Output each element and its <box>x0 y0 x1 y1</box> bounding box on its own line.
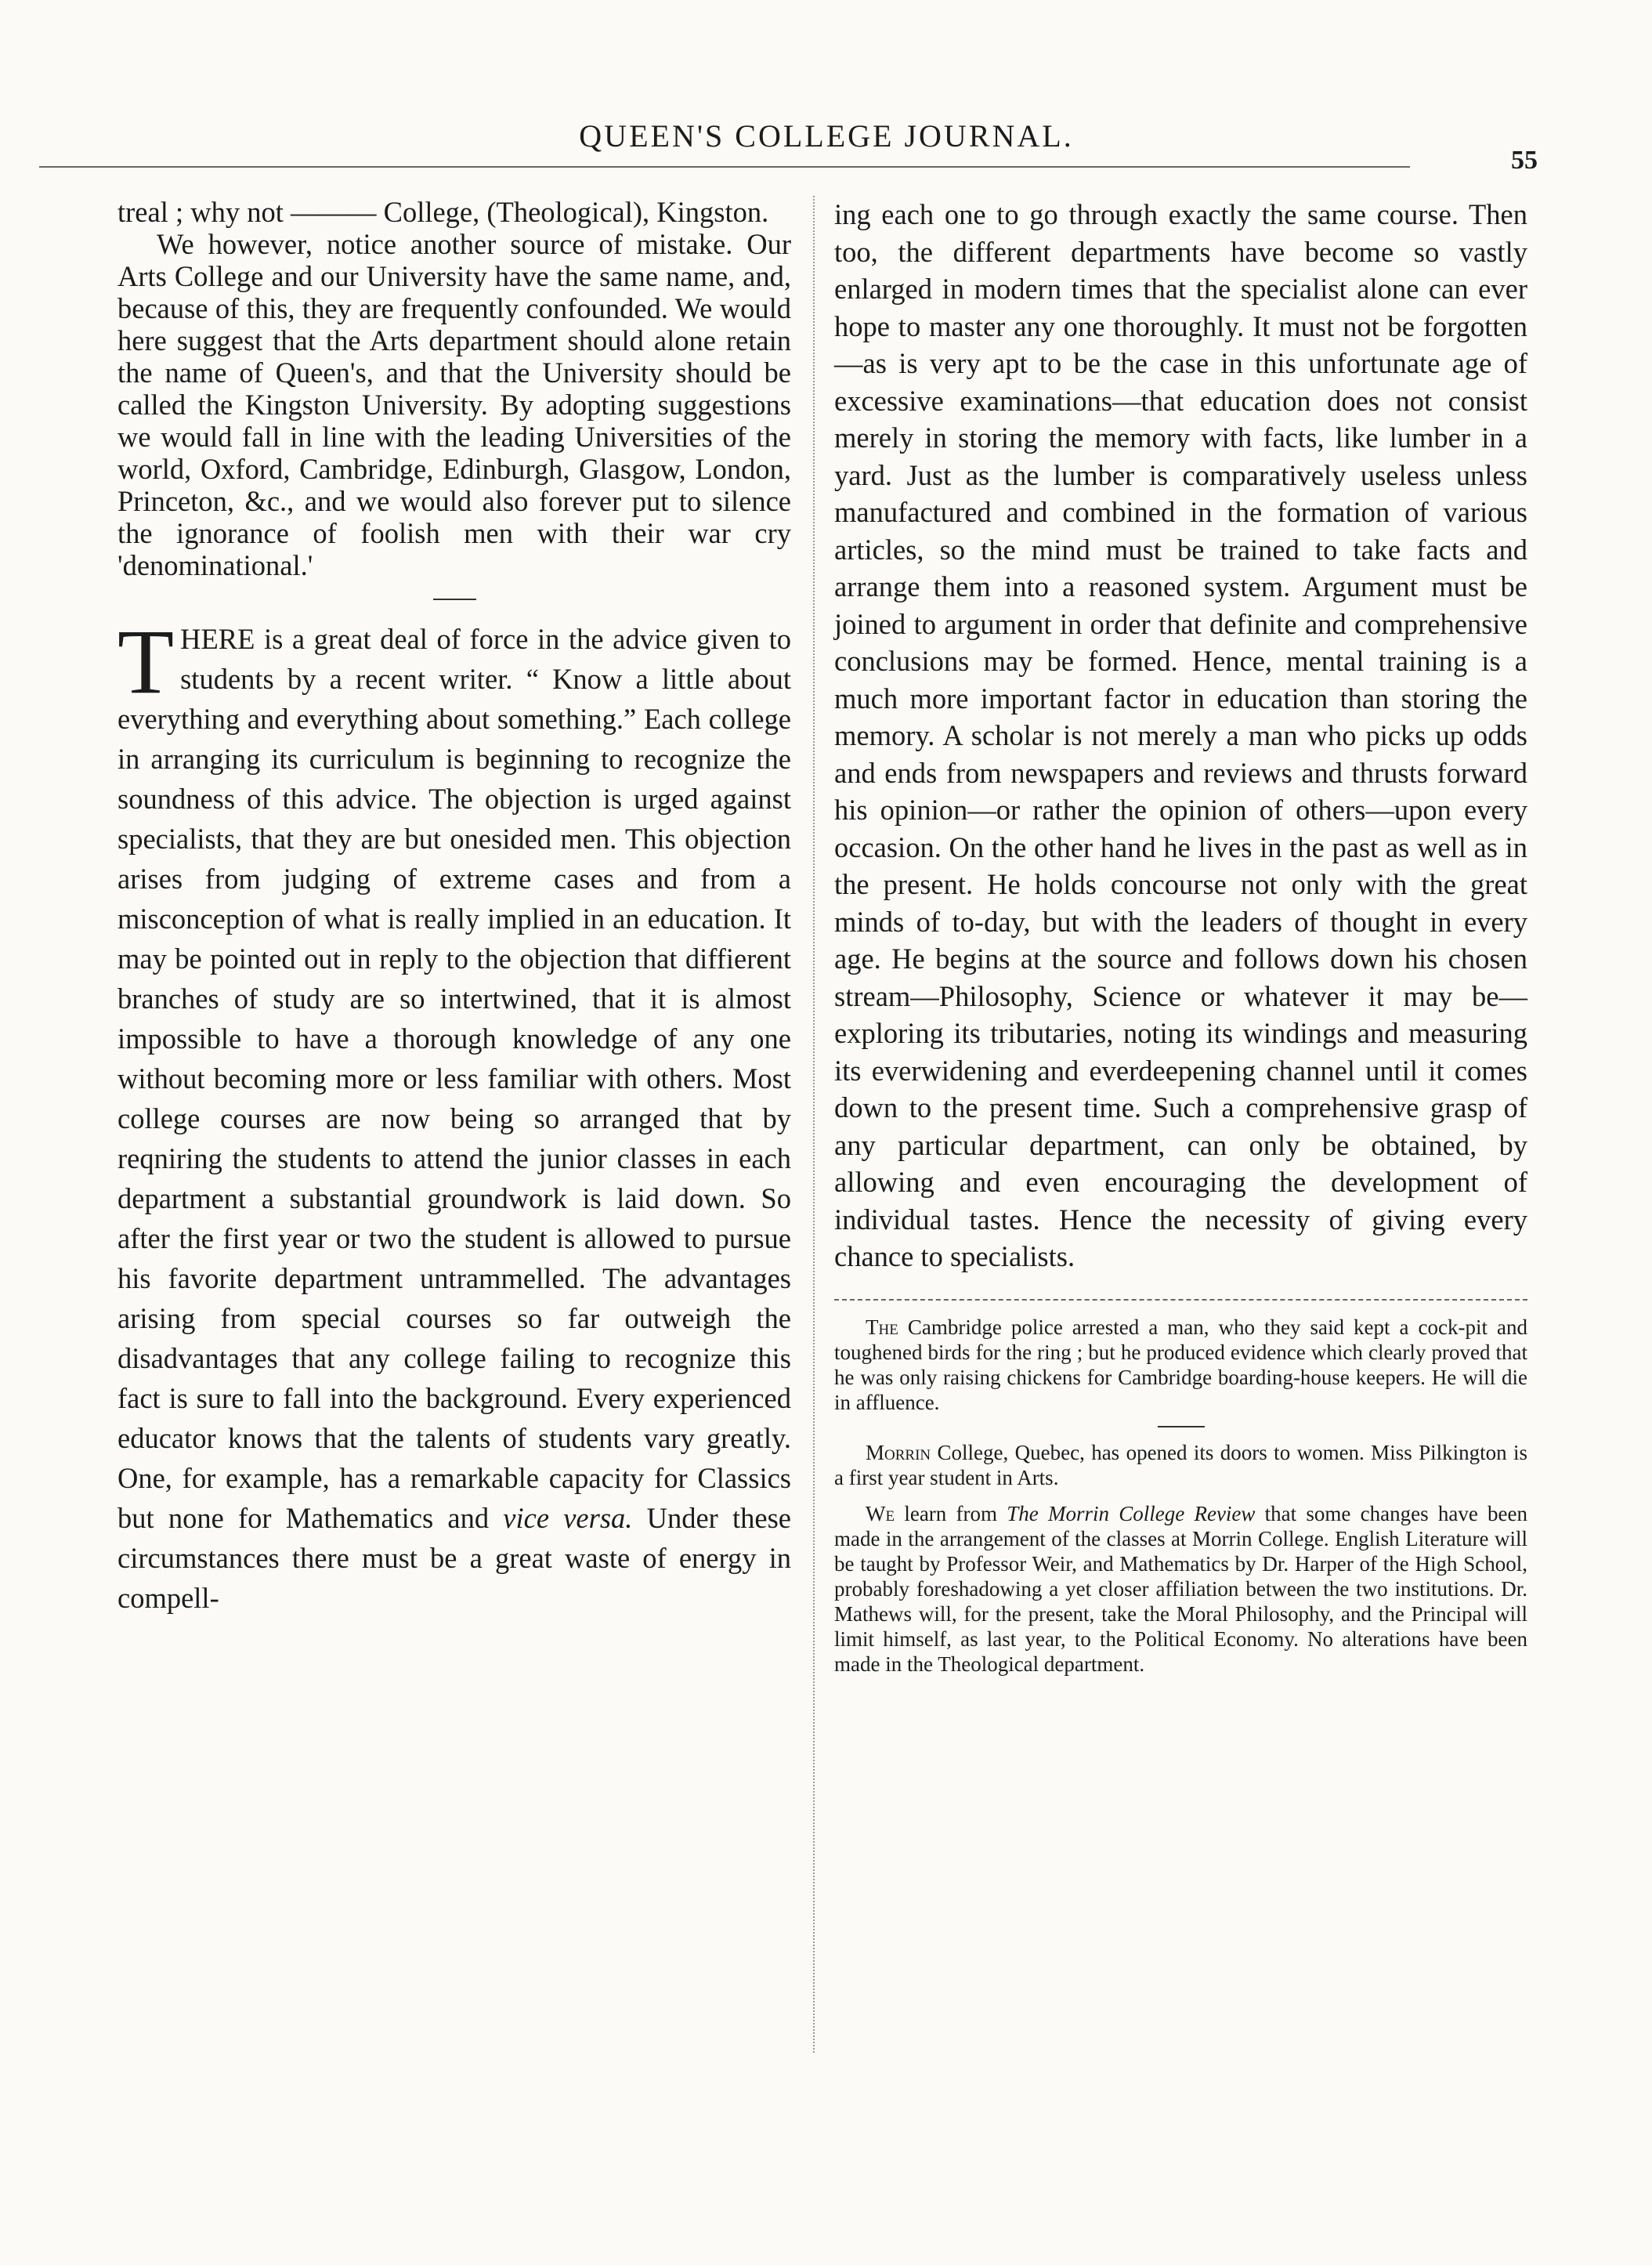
note-body: learn from <box>895 1501 1007 1525</box>
right-paragraph-1: ing each one to go through exactly the same course. Then too, the different departments have become so vastly enlarged in modern times that the specialist alone can ever hope to master any one thoroughly. It must not be forgotten—as is very apt to be the case in this unfortunate age of excessive examinations—that education does not consist merely in storing the memory with facts, like lumber in a yard. Just as the lumber is comparatively useless unless manufactured and combined in the formation of various articles, so the mind must be trained to take facts and arrange them into a reasoned system. Argument must be joined to argument in order that definite and comprehensive conclusions may be formed. Hence, mental training is a much more important factor in education than storing the memory. A scholar is not merely a man who picks up odds and ends from newspapers and reviews and thrusts forward his opinion—or rather the opinion of others—upon every occasion. On the other hand he lives in the past as well as in the present. He holds concourse not only with the great minds of to-day, but with the leaders of thought in every age. He begins at the source and follows down his chosen stream—Philosophy, Science or whatever it may be—exploring its tributaries, noting its windings and measuring its everwidening and everdeepening channel until it comes down to the present time. Such a comprehensive grasp of any particular department, can only be obtained, by allowing and even encouraging the development of individual tastes. Hence the necessity of giving every chance to specialists. <box>834 198 1527 1272</box>
news-note-cambridge <box>834 1315 1527 1415</box>
page-number: 55 <box>1511 146 1538 175</box>
paragraph-body: is a great deal of force in the advice given to students by a recent writer. “ Know a little about everything and everything about something.” Each college in arranging its curriculum is beginning to recognize the soundness of this advice. The objection is urged against specialists, that they are but onesided men. This objection arises from judging of extreme cases and from a misconception of what is really implied in an education. It may be pointed out in reply to the objection that diffierent branches of study are so intertwined, that it is almost impossible to have a thorough knowledge of any one without becoming more or less familiar with others. Most college courses are now being so arranged that by reqniring the students to attend the junior classes in each department a substantial groundwork is laid down. So after the first year or two the student is allowed to pursue his favorite department untrammelled. The advantages arising from special courses so far outweigh the disadvantages that any college failing to recognize this fact is sure to fall into the background. Every experienced educator knows that the talents of students vary greatly. One, for example, has a remarkable capacity for Classics but none for Mathematics and <box>117 623 791 1534</box>
note-body-cont: that some changes have been made in the arrangement of the classes at Morrin College. English Literature will be taught by Professor Weir, and Mathematics by Dr. Harper of the High School, probably foreshadowing a yet closer affiliation between the two institutions. Dr. Mathews will, for the present, take the Moral Philosophy, and the Principal will limit himself, as last year, to the Political Economy. No alterations have been made in the Theological department. <box>834 1501 1528 1676</box>
left-paragraph-3 <box>117 610 791 1618</box>
lead-word: HERE <box>180 623 255 655</box>
note-body: Cambridge police arrested a man, who they said kept a cock-pit and toughened birds for the ring ; but he produced evidence which clearly proved that he was only raising chickens for Cambridge boarding-house keepers. He will die in affluence. <box>834 1315 1527 1414</box>
news-note-review <box>834 1501 1527 1677</box>
running-title: QUEEN'S COLLEGE JOURNAL. <box>579 118 1074 154</box>
left-paragraph-2: We however, notice another source of mistake. Our Arts College and our University have the same name, and, because of this, they are frequently confounded. We would here suggest that the Arts department should alone retain the name of Queen's, and that the University should be called the Kingston University. By adopting suggestions we would fall in line with the leading Universities of the world, Oxford, Cambridge, Edinburgh, Glasgow, London, Princeton, &c., and we would also forever put to silence the ignorance of foolish men with their war cry 'denominational.' <box>117 228 791 581</box>
journal-title: The Morrin College Review <box>1007 1501 1256 1525</box>
left-column <box>117 196 791 1618</box>
note-divider <box>1158 1426 1205 1427</box>
left-paragraph-1: treal ; why not ——— College, (Theological), Kingston. <box>117 196 769 228</box>
header-rule <box>39 166 1410 168</box>
section-divider <box>433 599 476 600</box>
italic-phrase: vice versa. <box>503 1502 633 1534</box>
notes-divider <box>834 1299 1527 1301</box>
note-lead-word: The <box>866 1315 898 1339</box>
note-body: College, Quebec, has opened its doors to women. Miss Pilkington is a first year student in Arts. <box>834 1440 1527 1489</box>
right-column <box>834 196 1527 1688</box>
note-lead-word: We <box>866 1501 895 1525</box>
note-lead-word: Morrin <box>866 1440 931 1464</box>
page-header <box>117 118 1538 175</box>
news-note-morrin <box>834 1440 1527 1490</box>
drop-cap: T <box>117 610 175 713</box>
news-notes <box>834 1315 1527 1677</box>
paragraph-end: Under these circumstances there must be a great waste of energy in compell- <box>117 1502 791 1614</box>
column-divider <box>813 196 815 2053</box>
